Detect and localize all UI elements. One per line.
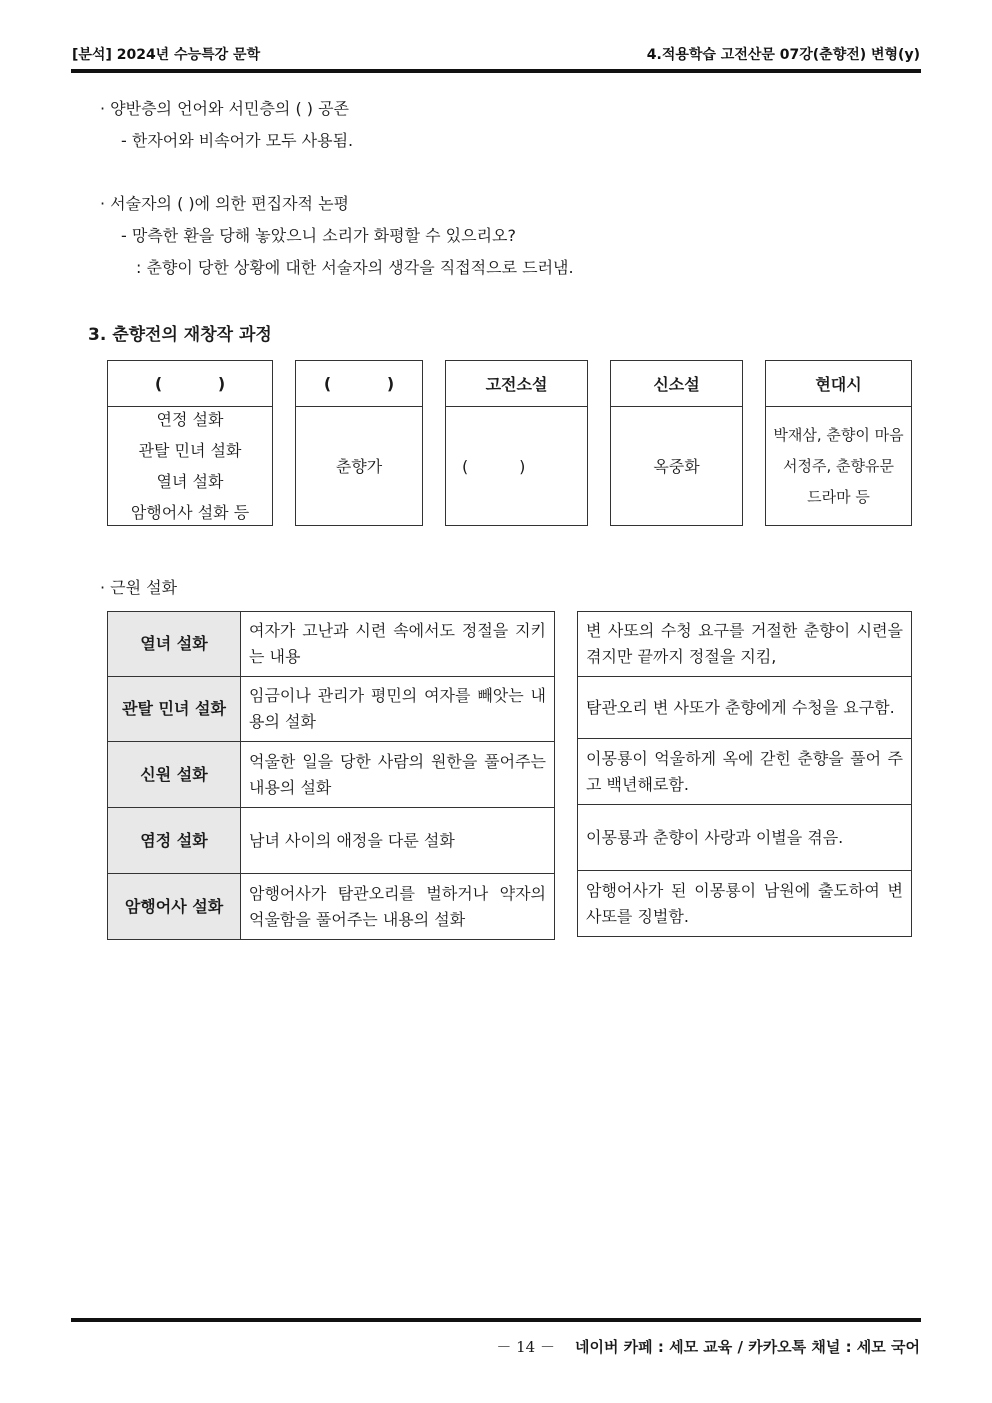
stage-box-head: ( ) — [296, 361, 422, 407]
tale-description: 암행어사가 탐관오리를 벌하거나 약자의 억울함을 풀어주는 내용의 설화 — [241, 874, 555, 940]
root-tales-table — [107, 611, 555, 940]
tale-example: 암행어사가 된 이몽룡이 남원에 출도하여 변 사또를 징벌함. — [578, 871, 912, 937]
stage-box-pansori — [295, 360, 423, 526]
header-right-title: 4.적용학습 고전산문 07강(춘향전) 변형(y) — [646, 47, 920, 63]
bullet-narrator-explanation: : 춘향이 당한 상황에 대한 서술자의 생각을 직접적으로 드러냄. — [136, 258, 574, 277]
footer-rule — [71, 1318, 921, 1322]
table-row — [578, 871, 912, 937]
stage-box-new-novel — [610, 360, 743, 526]
table-row — [108, 808, 555, 874]
bullet-language-mix-detail: - 한자어와 비속어가 모두 사용됨. — [121, 131, 354, 150]
table-row — [578, 612, 912, 677]
stage-box-line: 열녀 설화 — [156, 472, 224, 491]
tale-description: 남녀 사이의 애정을 다룬 설화 — [241, 808, 555, 874]
stage-box-line: 박재삼, 춘향이 마음 — [773, 425, 904, 444]
tale-name: 열녀 설화 — [108, 612, 241, 677]
stage-box-modern-poem — [765, 360, 912, 526]
table-row — [108, 742, 555, 808]
root-tales-example-table — [577, 611, 912, 937]
table-row — [578, 677, 912, 739]
stage-box-line: 춘향가 — [335, 456, 383, 476]
tale-example: 이몽룡이 억울하게 옥에 갇힌 춘향을 풀어 주고 백년해로함. — [578, 739, 912, 805]
bullet-narrator-comment: · 서술자의 ( )에 의한 편집자적 논평 — [100, 194, 350, 213]
stage-box-line: ( ) — [462, 456, 526, 476]
stage-box-head: 현대시 — [766, 361, 911, 407]
tale-description: 여자가 고난과 시련 속에서도 정절을 지키는 내용 — [241, 612, 555, 677]
bullet-narrator-quote: - 망측한 환을 당해 놓았으니 소리가 화평할 수 있으리오? — [121, 226, 516, 245]
stage-box-head: ( ) — [108, 361, 272, 407]
footer — [496, 1336, 920, 1357]
header-rule — [71, 69, 921, 73]
stage-box-head: 고전소설 — [446, 361, 587, 407]
stage-box-classic-novel — [445, 360, 588, 526]
tale-name: 신원 설화 — [108, 742, 241, 808]
stage-box-line: 드라마 등 — [807, 487, 870, 506]
tale-name: 관탈 민녀 설화 — [108, 677, 241, 742]
page-number: － 14 － — [496, 1338, 555, 1356]
tale-example: 이몽룡과 춘향이 사랑과 이별을 겪음. — [578, 805, 912, 871]
header-left-title: [분석] 2024년 수능특강 문학 — [72, 47, 261, 63]
tale-description: 임금이나 관리가 평민의 여자를 빼앗는 내용의 설화 — [241, 677, 555, 742]
section-title: 3. 춘향전의 재창작 과정 — [88, 325, 272, 345]
stage-box-line: 암행어사 설화 등 — [130, 503, 250, 522]
stage-box-line: 옥중화 — [653, 456, 700, 476]
tale-description: 억울한 일을 당한 사람의 원한을 풀어주는 내용의 설화 — [241, 742, 555, 808]
tale-example: 탐관오리 변 사또가 춘향에게 수청을 요구함. — [578, 677, 912, 739]
table-row — [108, 677, 555, 742]
footer-promo: 네이버 카페 : 세모 교육 / 카카오톡 채널 : 세모 국어 — [574, 1338, 920, 1356]
table-row — [108, 874, 555, 940]
stage-box-head: 신소설 — [611, 361, 742, 407]
table-row — [578, 739, 912, 805]
tale-example: 변 사또의 수청 요구를 거절한 춘향이 시련을 겪지만 끝까지 정절을 지킴, — [578, 612, 912, 677]
stage-box-line: 연정 설화 — [156, 410, 224, 429]
bullet-language-mix: · 양반층의 언어와 서민층의 ( ) 공존 — [100, 99, 350, 118]
tale-name: 염정 설화 — [108, 808, 241, 874]
table-row — [108, 612, 555, 677]
stage-box-folk-tale — [107, 360, 273, 526]
table-row — [578, 805, 912, 871]
stage-box-line: 서정주, 춘향유문 — [783, 456, 894, 475]
stage-box-line: 관탈 민녀 설화 — [138, 441, 242, 460]
root-tales-label: · 근원 설화 — [100, 578, 178, 597]
tale-name: 암행어사 설화 — [108, 874, 241, 940]
